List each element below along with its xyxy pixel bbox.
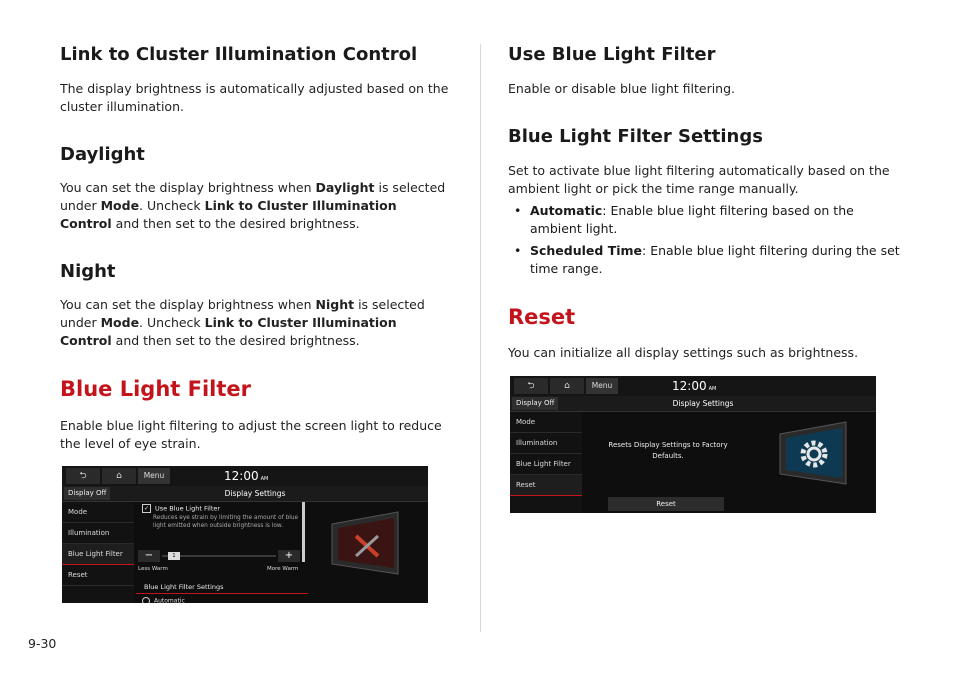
less-warm-label: Less Warm <box>138 566 168 572</box>
sidebar-item-blue-light-filter[interactable]: Blue Light Filter <box>510 454 582 475</box>
blue-light-filter-body: Enable blue light filtering to adjust the screen light to reduce the level of eye strain. <box>60 418 442 451</box>
radio-icon[interactable] <box>142 597 150 603</box>
back-icon[interactable]: ⮌ <box>66 468 100 484</box>
decrease-button[interactable]: − <box>138 550 160 562</box>
link-cluster-heading: Link to Cluster Illumination Control <box>60 44 418 65</box>
display-gear-graphic <box>772 416 868 496</box>
checkbox-icon[interactable]: ✓ <box>143 505 150 512</box>
automatic-option[interactable]: Automatic <box>142 597 185 603</box>
blue-light-filter-settings-heading: Blue Light Filter Settings <box>508 126 763 147</box>
sidebar-item-illumination[interactable]: Illumination <box>62 523 134 544</box>
option-description: Reduces eye strain by limiting the amount of blue light emitted when outside brightness is low. <box>153 515 299 529</box>
screen-header <box>510 396 876 412</box>
sidebar-item-illumination[interactable]: Illumination <box>510 433 582 454</box>
sidebar-item-blue-light-filter[interactable]: Blue Light Filter <box>62 544 134 565</box>
daylight-body: You can set the display brightness when Daylight is selected under Mode. Uncheck Link to Cluster Illumination Control and then set to the desired brightness. <box>60 180 446 231</box>
night-heading: Night <box>60 261 116 282</box>
use-blue-light-filter-heading: Use Blue Light Filter <box>508 44 716 65</box>
reset-body: You can initialize all display settings such as brightness. <box>508 345 859 360</box>
clock: 12:00 AM <box>224 469 269 483</box>
back-icon[interactable]: ⮌ <box>514 378 548 394</box>
home-icon[interactable]: ⌂ <box>102 468 136 484</box>
column-divider <box>480 44 481 632</box>
settings-sidebar <box>62 502 134 603</box>
night-body: You can set the display brightness when Night is selected under Mode. Uncheck Link to Cluster Illumination Control and then set to the desired brightness. <box>60 297 425 348</box>
daylight-heading: Daylight <box>60 144 145 165</box>
warmth-slider-thumb[interactable]: 1 <box>168 552 180 560</box>
blue-light-filter-screenshot <box>62 466 428 603</box>
screen-top-bar <box>510 376 876 396</box>
use-blue-light-filter-option[interactable]: ✓ Use Blue Light Filter <box>143 504 221 513</box>
menu-button[interactable]: Menu <box>138 468 170 484</box>
home-icon[interactable]: ⌂ <box>550 378 584 394</box>
display-off-button[interactable]: Display Off <box>512 397 558 410</box>
blue-light-filter-heading: Blue Light Filter <box>60 377 251 401</box>
menu-button[interactable]: Menu <box>586 378 618 394</box>
clock: 12:00 AM <box>672 379 717 393</box>
reset-screenshot <box>510 376 876 513</box>
blue-light-filter-settings-body: Set to activate blue light filtering automatically based on the ambient light or pick the time range manually. <box>508 163 890 196</box>
list-item-scheduled-time: • Scheduled Time: Enable blue light filtering during the set time range. <box>514 243 900 276</box>
increase-button[interactable]: + <box>278 550 300 562</box>
reset-message: Resets Display Settings to Factory Defaults. <box>608 441 728 460</box>
settings-sidebar <box>510 412 582 513</box>
sidebar-item-mode[interactable]: Mode <box>62 502 134 523</box>
screen-top-bar <box>62 466 428 486</box>
link-cluster-body: The display brightness is automatically adjusted based on the cluster illumination. <box>60 81 449 114</box>
display-off-button[interactable]: Display Off <box>64 487 110 500</box>
settings-bullet-list <box>508 202 900 282</box>
display-tools-graphic <box>324 506 420 586</box>
scrollbar[interactable] <box>302 502 305 562</box>
screen-title: Display Settings <box>672 399 734 408</box>
reset-button[interactable]: Reset <box>608 497 724 511</box>
page-number: 9-30 <box>28 636 57 651</box>
blue-light-filter-settings-row[interactable]: Blue Light Filter Settings <box>136 580 308 594</box>
screen-title: Display Settings <box>224 489 286 498</box>
reset-heading: Reset <box>508 305 576 329</box>
sidebar-item-reset[interactable]: Reset <box>510 475 582 496</box>
sidebar-item-mode[interactable]: Mode <box>510 412 582 433</box>
screen-header <box>62 486 428 502</box>
more-warm-label: More Warm <box>267 566 299 572</box>
list-item-automatic: • Automatic: Enable blue light filtering based on the ambient light. <box>514 203 854 236</box>
use-blue-light-filter-body: Enable or disable blue light filtering. <box>508 81 736 96</box>
sidebar-item-reset[interactable]: Reset <box>62 565 134 586</box>
